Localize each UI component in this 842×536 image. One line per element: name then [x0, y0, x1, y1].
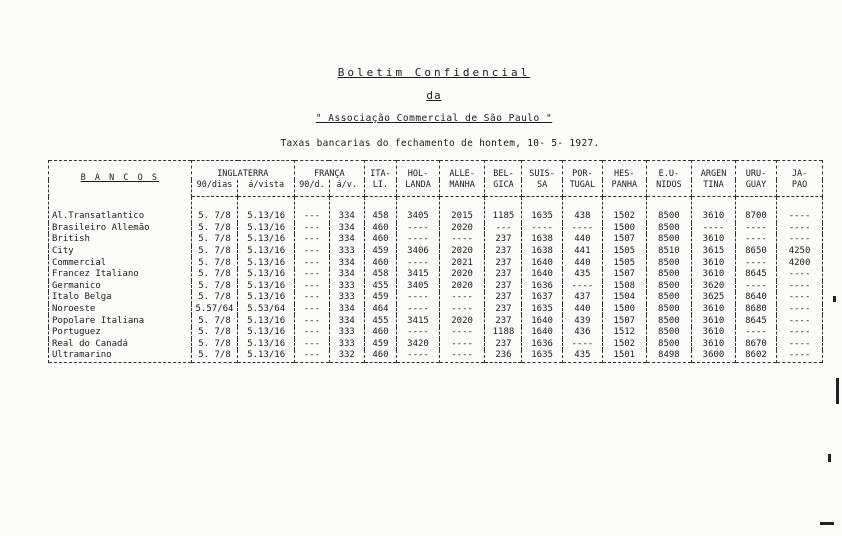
table-row [49, 269, 823, 281]
rate-cell: ---- [439, 304, 485, 316]
rate-cell: 4200 [777, 257, 823, 269]
rate-cell: ---- [777, 339, 823, 351]
subheader-cell: PÃO [777, 180, 823, 197]
rate-cell: 237 [485, 234, 522, 246]
rate-cell: 1507 [603, 315, 647, 327]
rate-cell: 8500 [646, 257, 692, 269]
rate-cell: 2020 [439, 281, 485, 293]
rate-cell: 332 [329, 350, 364, 362]
rate-cell: 1636 [522, 339, 562, 351]
rate-cell: --- [294, 223, 329, 235]
rate-cell: 1640 [522, 269, 562, 281]
rate-cell: 8500 [646, 269, 692, 281]
rate-cell: ---- [777, 292, 823, 304]
subheader-cell: 90/d. [294, 180, 329, 197]
table-row [49, 223, 823, 235]
table-row [49, 304, 823, 316]
rate-cell: 3610 [692, 197, 736, 223]
rate-cell: 5. 7/8 [191, 350, 238, 362]
rate-cell: ---- [735, 223, 776, 235]
rate-cell: ---- [397, 292, 439, 304]
subheader-cell: á/vista [238, 180, 295, 197]
rate-cell: 460 [364, 234, 397, 246]
rate-cell: --- [294, 281, 329, 293]
rate-cell: 5. 7/8 [191, 269, 238, 281]
rate-cell: 436 [562, 327, 602, 339]
rate-cell: 1188 [485, 327, 522, 339]
rate-cell: 5. 7/8 [191, 246, 238, 258]
rate-cell: 1640 [522, 315, 562, 327]
rate-cell: 334 [329, 197, 364, 223]
rate-cell: 333 [329, 246, 364, 258]
rate-cell: 1508 [603, 281, 647, 293]
rate-cell: 1636 [522, 281, 562, 293]
rate-cell: 5.13/16 [238, 292, 295, 304]
subheader-cell: GICA [485, 180, 522, 197]
rate-cell: ---- [777, 281, 823, 293]
scan-mark [828, 454, 831, 462]
rate-cell: ---- [397, 223, 439, 235]
bank-name: Real do Canadá [49, 339, 192, 351]
rate-cell: 3615 [692, 246, 736, 258]
rate-cell: 5.13/16 [238, 327, 295, 339]
rate-cell: ---- [397, 327, 439, 339]
bank-name: Francez Italiano [49, 269, 192, 281]
rate-cell: 4250 [777, 246, 823, 258]
rate-cell: 2020 [439, 246, 485, 258]
rate-cell: 237 [485, 339, 522, 351]
rate-cell: 333 [329, 292, 364, 304]
rate-cell: ---- [439, 350, 485, 362]
rate-cell: 8498 [646, 350, 692, 362]
header-hespanha: HES- [603, 161, 647, 181]
rate-cell: 8645 [735, 315, 776, 327]
bank-name: Al.Transatlantico [49, 197, 192, 223]
rate-cell: 3406 [397, 246, 439, 258]
exchange-rate-table [48, 160, 823, 363]
header-portugal: POR- [562, 161, 602, 181]
rate-cell: 8645 [735, 269, 776, 281]
rate-cell: ---- [777, 350, 823, 362]
rate-cell: 1512 [603, 327, 647, 339]
table-row [49, 350, 823, 362]
rate-cell: 1635 [522, 304, 562, 316]
rate-cell: --- [294, 269, 329, 281]
rate-cell: 3600 [692, 350, 736, 362]
rate-cell: 455 [364, 315, 397, 327]
rate-cell: 3610 [692, 327, 736, 339]
rate-cell: --- [294, 304, 329, 316]
rate-cell: ---- [562, 339, 602, 351]
rate-cell: 3610 [692, 257, 736, 269]
rate-cell: 440 [562, 234, 602, 246]
rate-cell: 8640 [735, 292, 776, 304]
subheader-cell: MANHA [439, 180, 485, 197]
rate-cell: 334 [329, 234, 364, 246]
rate-cell: 2020 [439, 223, 485, 235]
rate-cell: 460 [364, 327, 397, 339]
rate-cell: 334 [329, 223, 364, 235]
rate-cell: 1502 [603, 197, 647, 223]
rate-cell: --- [294, 246, 329, 258]
table-row [49, 339, 823, 351]
rate-cell: 5. 7/8 [191, 292, 238, 304]
header-suissa: SUIS- [522, 161, 562, 181]
rate-cell: ---- [439, 292, 485, 304]
rate-cell: 459 [364, 246, 397, 258]
rate-cell: 5.13/16 [238, 223, 295, 235]
rate-cell: 437 [562, 292, 602, 304]
rate-cell: ---- [777, 327, 823, 339]
rate-cell: 237 [485, 304, 522, 316]
scan-mark [820, 522, 834, 525]
rate-cell: 1640 [522, 257, 562, 269]
rate-cell: 5. 7/8 [191, 257, 238, 269]
table-row [49, 197, 823, 223]
subheader-cell: LANDA [397, 180, 439, 197]
rate-cell: 5.13/16 [238, 257, 295, 269]
rate-cell: 3610 [692, 339, 736, 351]
rate-cell: ---- [397, 234, 439, 246]
rate-cell: ---- [692, 223, 736, 235]
rate-cell: 5. 7/8 [191, 234, 238, 246]
rate-cell: 2021 [439, 257, 485, 269]
header-uruguay: URU- [735, 161, 776, 181]
rate-cell: 464 [364, 304, 397, 316]
rate-cell: 2020 [439, 315, 485, 327]
rate-cell: 237 [485, 246, 522, 258]
rate-cell: 1638 [522, 234, 562, 246]
bank-name: City [49, 246, 192, 258]
rate-cell: 441 [562, 246, 602, 258]
association-name: " Associação Commercial de São Paulo " [315, 113, 553, 124]
scan-mark [836, 378, 839, 404]
rate-cell: ---- [735, 281, 776, 293]
rate-cell: 1501 [603, 350, 647, 362]
rate-cell: 333 [329, 339, 364, 351]
rate-cell: ---- [562, 223, 602, 235]
rate-cell: 3610 [692, 234, 736, 246]
rate-cell: 1507 [603, 234, 647, 246]
rate-cell: 237 [485, 315, 522, 327]
rate-cell: 8510 [646, 246, 692, 258]
rate-cell: 8500 [646, 339, 692, 351]
rate-cell: 440 [562, 304, 602, 316]
rate-cell: 3405 [397, 281, 439, 293]
rate-cell: 3420 [397, 339, 439, 351]
rate-cell: 8680 [735, 304, 776, 316]
bank-name: Italo Belga [49, 292, 192, 304]
rate-cell: 8700 [735, 197, 776, 223]
header-franca: FRANÇA [294, 161, 364, 181]
subheader-cell: 90/dias [191, 180, 238, 197]
rate-cell: 440 [562, 257, 602, 269]
rate-cell: 438 [562, 197, 602, 223]
rate-cell: 1185 [485, 197, 522, 223]
rate-cell: ---- [735, 234, 776, 246]
rate-cell: ---- [397, 304, 439, 316]
rate-cell: 1505 [603, 246, 647, 258]
rate-cell: --- [294, 197, 329, 223]
rate-cell: 3620 [692, 281, 736, 293]
rate-cell: ---- [397, 350, 439, 362]
rate-cell: ---- [439, 327, 485, 339]
bank-name: Popolare Italiana [49, 315, 192, 327]
rate-cell: 334 [329, 315, 364, 327]
rate-cell: --- [294, 234, 329, 246]
subheader-cell: á/v. [329, 180, 364, 197]
header-belgica: BEL- [485, 161, 522, 181]
subheader-cell: SA [522, 180, 562, 197]
rate-cell: 8500 [646, 234, 692, 246]
rate-cell: 237 [485, 257, 522, 269]
rate-cell: 5.57/64 [191, 304, 238, 316]
bank-name: Noroeste [49, 304, 192, 316]
table-body [49, 197, 823, 363]
rate-cell: 237 [485, 281, 522, 293]
rate-cell: 1635 [522, 197, 562, 223]
rate-cell: 5.13/16 [238, 339, 295, 351]
header-eua: E.U- [646, 161, 692, 181]
rate-cell: 5. 7/8 [191, 315, 238, 327]
rate-cell: ---- [439, 234, 485, 246]
table-row [49, 246, 823, 258]
rate-cell: 5.13/16 [238, 197, 295, 223]
rate-cell: 5.13/16 [238, 234, 295, 246]
table-row [49, 257, 823, 269]
rate-cell: 3610 [692, 304, 736, 316]
rate-cell: 3610 [692, 315, 736, 327]
rate-cell: ---- [439, 339, 485, 351]
rate-cell: 5. 7/8 [191, 281, 238, 293]
scan-mark [833, 296, 836, 302]
table-row [49, 315, 823, 327]
rate-cell: 333 [329, 281, 364, 293]
rate-cell: --- [294, 257, 329, 269]
rate-cell: 3610 [692, 269, 736, 281]
subheader-cell: NIDOS [646, 180, 692, 197]
rate-cell: 1500 [603, 223, 647, 235]
rate-cell: 5. 7/8 [191, 339, 238, 351]
subheader-cell: TUGAL [562, 180, 602, 197]
rate-cell: ---- [777, 304, 823, 316]
rate-cell: ---- [735, 327, 776, 339]
rate-cell: --- [294, 339, 329, 351]
bank-name: Germanico [49, 281, 192, 293]
document-title: Boletim Confidencial [337, 66, 531, 79]
rate-cell: 237 [485, 269, 522, 281]
table-row [49, 281, 823, 293]
header-allemanha: ALLE- [439, 161, 485, 181]
rate-cell: 5. 7/8 [191, 223, 238, 235]
rate-cell: 435 [562, 269, 602, 281]
table-caption: Taxas bancarias do fechamento de hontem, 10- 5- 1927. [280, 138, 600, 149]
header-bancos: B A N C O S [49, 161, 192, 197]
rate-cell: 455 [364, 281, 397, 293]
bank-name: Ultramarino [49, 350, 192, 362]
bank-name: Brasileiro Allemão [49, 223, 192, 235]
rate-cell: 5.13/16 [238, 281, 295, 293]
bank-name: Portuguez [49, 327, 192, 339]
rate-cell: 435 [562, 350, 602, 362]
rate-cell: ---- [777, 269, 823, 281]
subheader-cell: PANHA [603, 180, 647, 197]
rate-cell: 5. 7/8 [191, 197, 238, 223]
rate-cell: --- [294, 327, 329, 339]
subheader-cell: LI. [364, 180, 397, 197]
rate-cell: 236 [485, 350, 522, 362]
bank-name: Commercial [49, 257, 192, 269]
rate-cell: 5.53/64 [238, 304, 295, 316]
rate-cell: 8500 [646, 223, 692, 235]
rate-cell: 439 [562, 315, 602, 327]
rate-cell: 334 [329, 269, 364, 281]
rate-cell: --- [485, 223, 522, 235]
rate-cell: 1500 [603, 304, 647, 316]
rate-cell: 460 [364, 257, 397, 269]
rate-cell: 237 [485, 292, 522, 304]
rate-cell: 5.13/16 [238, 269, 295, 281]
header-hollanda: HOL- [397, 161, 439, 181]
rate-cell: 459 [364, 292, 397, 304]
rate-cell: 8500 [646, 315, 692, 327]
rate-cell: 3415 [397, 315, 439, 327]
rate-cell: 5.13/16 [238, 246, 295, 258]
rate-cell: 3625 [692, 292, 736, 304]
rate-cell: 3405 [397, 197, 439, 223]
header-italia: ITA- [364, 161, 397, 181]
rate-cell: 458 [364, 197, 397, 223]
rate-cell: 459 [364, 339, 397, 351]
rate-cell: 1637 [522, 292, 562, 304]
rate-cell: ---- [735, 257, 776, 269]
header-japao: JA- [777, 161, 823, 181]
rate-cell: ---- [397, 257, 439, 269]
rate-cell: ---- [777, 234, 823, 246]
rate-cell: 8602 [735, 350, 776, 362]
rate-cell: 8670 [735, 339, 776, 351]
rate-cell: ---- [777, 315, 823, 327]
rate-cell: --- [294, 350, 329, 362]
rate-cell: 5. 7/8 [191, 327, 238, 339]
rate-cell: 2020 [439, 269, 485, 281]
rate-cell: 460 [364, 350, 397, 362]
rate-cell: 458 [364, 269, 397, 281]
rate-cell: --- [294, 292, 329, 304]
rate-cell: 1635 [522, 350, 562, 362]
rate-cell: --- [294, 315, 329, 327]
rate-cell: 1640 [522, 327, 562, 339]
rate-cell: 3415 [397, 269, 439, 281]
rate-cell: 333 [329, 327, 364, 339]
rate-cell: 334 [329, 257, 364, 269]
rate-cell: ---- [777, 223, 823, 235]
rate-cell: 1504 [603, 292, 647, 304]
bank-name: British [49, 234, 192, 246]
rate-cell: 8650 [735, 246, 776, 258]
rate-cell: ---- [522, 223, 562, 235]
rate-cell: 460 [364, 223, 397, 235]
rate-cell: 1505 [603, 257, 647, 269]
table-row [49, 292, 823, 304]
rate-cell: 8500 [646, 327, 692, 339]
rate-cell: 8500 [646, 281, 692, 293]
rate-cell: 8500 [646, 304, 692, 316]
header-inglaterra: INGLATERRA [191, 161, 294, 181]
rate-cell: 1638 [522, 246, 562, 258]
rate-cell: 8500 [646, 292, 692, 304]
subheader-cell: GUAY [735, 180, 776, 197]
rate-cell: 2015 [439, 197, 485, 223]
rate-cell: 334 [329, 304, 364, 316]
document-subtitle: da [426, 89, 442, 102]
rate-cell: 1502 [603, 339, 647, 351]
rate-cell: ---- [562, 281, 602, 293]
table-row [49, 234, 823, 246]
rate-cell: 5.13/16 [238, 350, 295, 362]
subheader-cell: TINA [692, 180, 736, 197]
table-row [49, 327, 823, 339]
header-argentina: ARGEN [692, 161, 736, 181]
rate-cell: ---- [777, 197, 823, 223]
rate-cell: 5.13/16 [238, 315, 295, 327]
rate-cell: 1507 [603, 269, 647, 281]
rate-cell: 8500 [646, 197, 692, 223]
